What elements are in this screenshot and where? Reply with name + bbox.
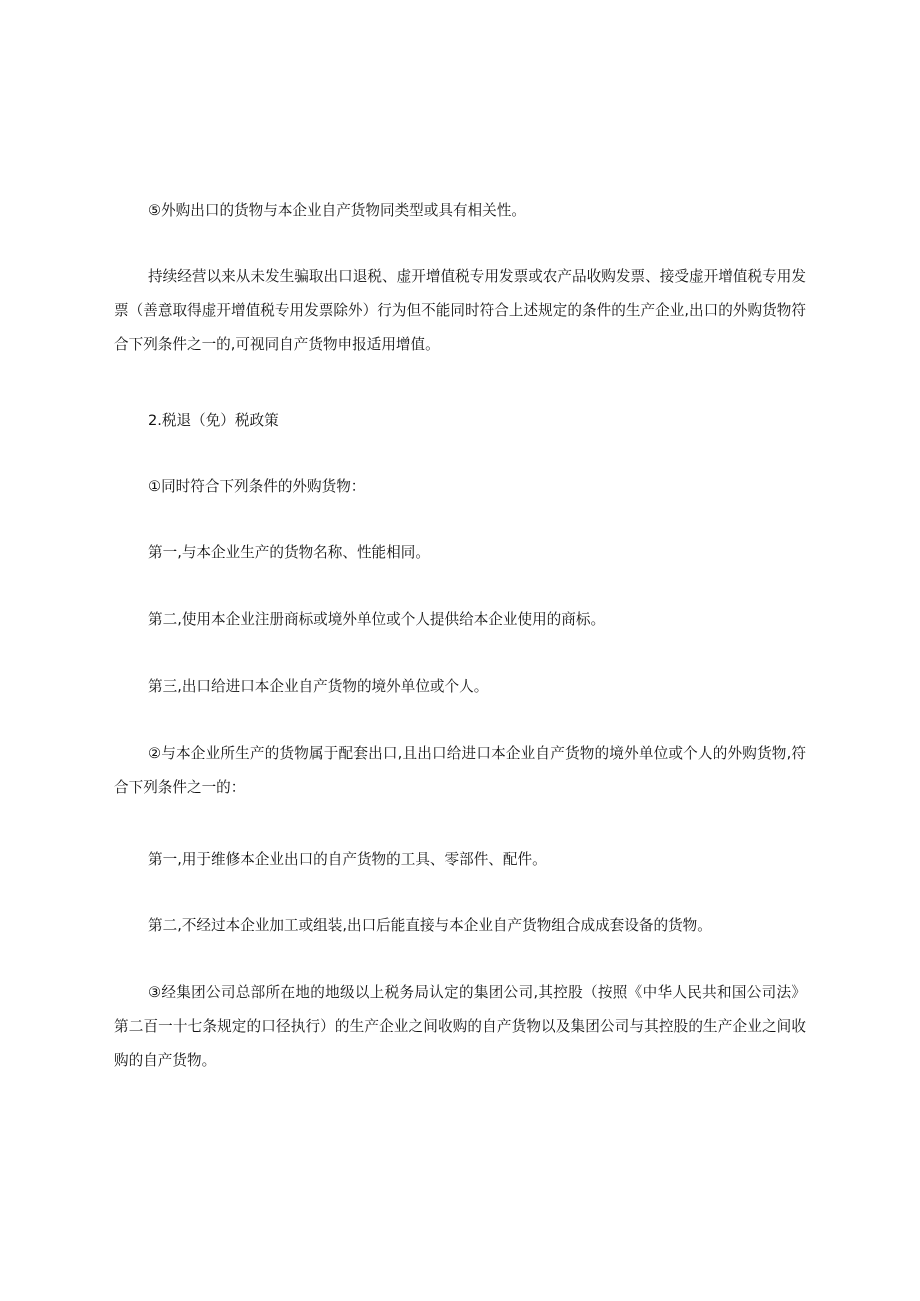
paragraph-item-1: ①同时符合下列条件的外购货物： — [148, 478, 366, 495]
paragraph-condition-2a: 第一,用于维修本企业出口的自产货物的工具、零部件、配件。 — [148, 851, 547, 868]
paragraph-continuing-operation: 持续经营以来从未发生骗取出口退税、虚开增值税专用发票或农产品收购发票、接受虚开增值税专用发票（善意取得虚开增值税专用发票除外）行为但不能同时符合上述规定的条件的生产企业,出口的外购货物符合下列条件之一的,可视同自产货物申报适用增值。 — [114, 268, 806, 353]
paragraph-condition-1c: 第三,出口给进口本企业自产货物的境外单位或个人。 — [148, 678, 489, 695]
paragraph-item-3: ③经集团公司总部所在地的地级以上税务局认定的集团公司,其控股（按照《中华人民共和国公司法》第二百一十七条规定的口径执行）的生产企业之间收购的自产货物以及集团公司与其控股的生产企业之间收购的自产货物。 — [114, 984, 806, 1069]
paragraph-condition-1b: 第二,使用本企业注册商标或境外单位或个人提供给本企业使用的商标。 — [148, 611, 606, 628]
paragraph-item-2: ②与本企业所生产的货物属于配套出口,且出口给进口本企业自产货物的境外单位或个人的外购货物,符合下列条件之一的： — [114, 745, 806, 796]
section-heading-tax-refund-policy: 2.税退（免）税政策 — [148, 412, 279, 429]
paragraph-condition-1a: 第一,与本企业生产的货物名称、性能相同。 — [148, 544, 430, 561]
paragraph-item-5: ⑤外购出口的货物与本企业自产货物同类型或具有相关性。 — [148, 202, 526, 219]
paragraph-condition-2b: 第二,不经过本企业加工或组装,出口后能直接与本企业自产货物组合成成套设备的货物。 — [148, 917, 712, 934]
